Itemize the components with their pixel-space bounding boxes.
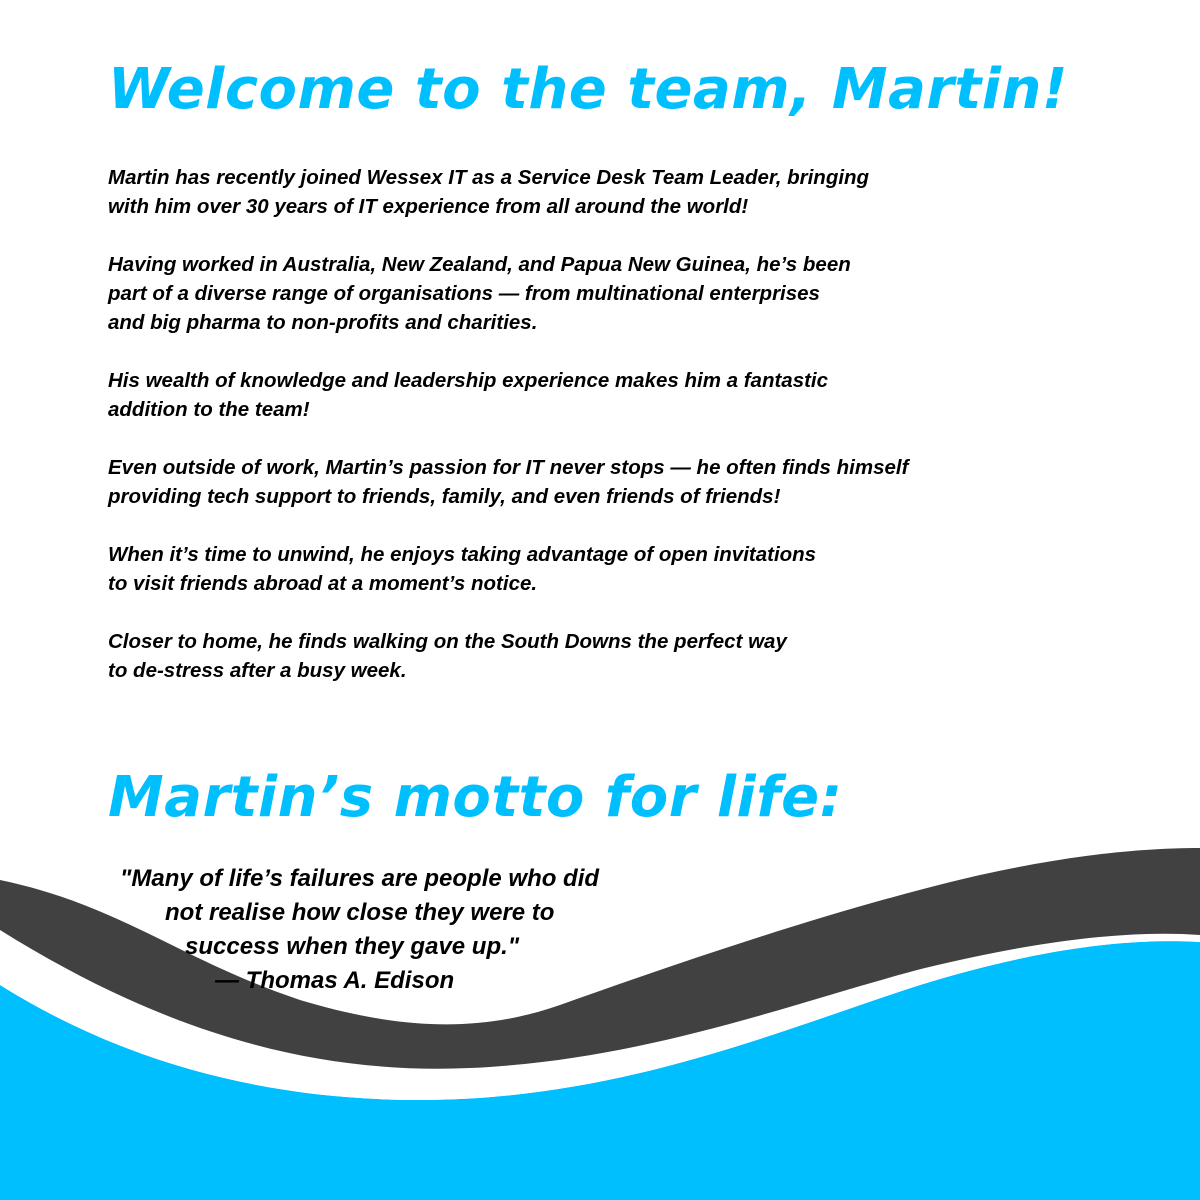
quote-line: success when they gave up." [185,933,520,960]
paragraph: His wealth of knowledge and leadership experience makes him a fantastic addition to the team! [108,369,829,421]
quote-line: not realise how close they were to [165,899,555,926]
paragraph: When it’s time to unwind, he enjoys taking advantage of open invitations to visit friends abroad at a moment’s notice. [108,543,817,595]
paragraph: Even outside of work, Martin’s passion for IT never stops — he often finds himself providing tech support to friends, family, and even friends of friends! [108,456,909,508]
motto-heading: Martin’s motto for life: [108,765,843,830]
paragraph: Martin has recently joined Wessex IT as a Service Desk Team Leader, bringing with him over 30 years of IT experience from all around the world! [108,166,870,218]
motto-quote [120,862,700,998]
intro-body [108,163,1108,714]
paragraph: Having worked in Australia, New Zealand, and Papua New Guinea, he’s been part of a diverse range of organisations — from multinational enterprises and big pharma to non-profits and charities. [108,253,851,334]
quote-attribution: — Thomas A. Edison [215,967,455,994]
page-title: Welcome to the team, Martin! [108,57,1068,122]
paragraph: Closer to home, he finds walking on the South Downs the perfect way to de-stress after a busy week. [108,630,787,682]
quote-line: "Many of life’s failures are people who did [120,865,600,892]
